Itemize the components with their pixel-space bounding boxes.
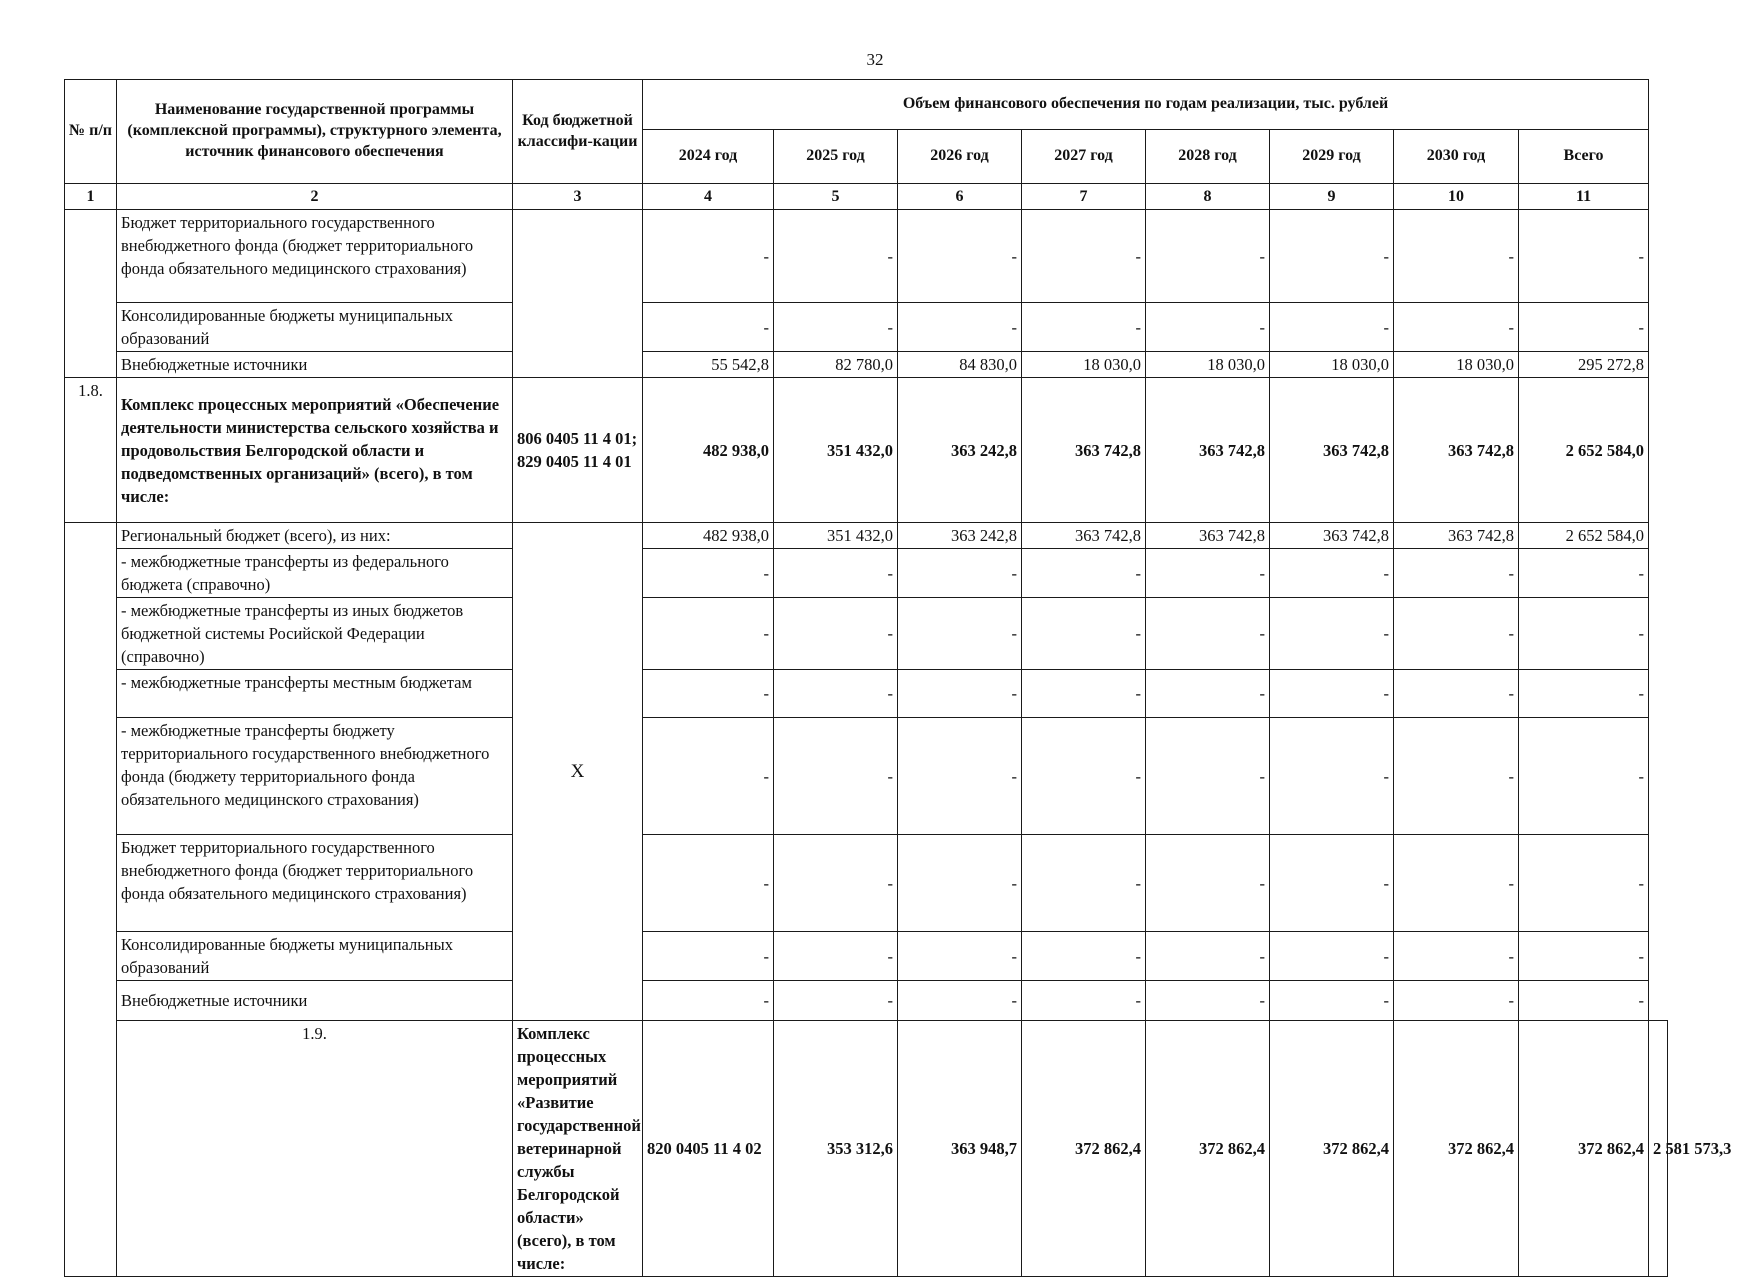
value-cell: - xyxy=(1519,598,1649,670)
value-cell: - xyxy=(1146,718,1270,835)
table-row xyxy=(65,718,1668,835)
value-cell: - xyxy=(898,303,1022,352)
value-cell: - xyxy=(1146,835,1270,932)
value-cell: 363 242,8 xyxy=(898,523,1022,549)
value-cell: - xyxy=(898,549,1022,598)
value-cell: - xyxy=(1270,549,1394,598)
table-row xyxy=(65,378,1668,523)
value-cell: - xyxy=(1146,210,1270,303)
header-year: 2028 год xyxy=(1146,130,1270,184)
value-cell: - xyxy=(1022,210,1146,303)
header-code: Код бюджетной классифи-кации xyxy=(513,80,643,184)
value-cell: - xyxy=(1270,598,1394,670)
value-cell: 372 862,4 xyxy=(1270,1021,1394,1277)
value-cell: 84 830,0 xyxy=(898,352,1022,378)
value-cell: - xyxy=(1022,718,1146,835)
header-volume: Объем финансового обеспечения по годам реализации, тыс. рублей xyxy=(643,80,1649,130)
header-name: Наименование государственной программы (комплексной программы), структурного элемента, источник финансового обеспечения xyxy=(117,80,513,184)
value-cell: 363 742,8 xyxy=(1022,378,1146,523)
value-cell: - xyxy=(1394,981,1519,1021)
financing-table xyxy=(64,79,1732,1277)
value-cell: 363 742,8 xyxy=(1022,523,1146,549)
value-cell: - xyxy=(1022,598,1146,670)
value-cell: 351 432,0 xyxy=(774,378,898,523)
value-cell: - xyxy=(774,718,898,835)
source-name: Бюджет территориального государственного внебюджетного фонда (бюджет территориального фонда обязательного медицинского страхования) xyxy=(117,210,513,303)
value-cell: - xyxy=(1146,670,1270,718)
source-name: - межбюджетные трансферты из федерального бюджета (справочно) xyxy=(117,549,513,598)
value-cell: - xyxy=(1022,303,1146,352)
value-cell: - xyxy=(1394,835,1519,932)
value-cell: 18 030,0 xyxy=(1022,352,1146,378)
value-cell: - xyxy=(1394,303,1519,352)
table-row xyxy=(65,352,1668,378)
value-cell: - xyxy=(643,303,774,352)
value-cell: - xyxy=(1519,670,1649,718)
value-cell: - xyxy=(643,718,774,835)
value-cell: 351 432,0 xyxy=(774,523,898,549)
value-cell: - xyxy=(774,303,898,352)
table-row xyxy=(65,981,1668,1021)
value-cell: 2 652 584,0 xyxy=(1519,378,1649,523)
value-cell: 363 742,8 xyxy=(1270,523,1394,549)
value-cell: - xyxy=(1270,303,1394,352)
value-cell: - xyxy=(898,835,1022,932)
header-year: 2024 год xyxy=(643,130,774,184)
header-year: 2025 год xyxy=(774,130,898,184)
column-number: 7 xyxy=(1022,184,1146,210)
table-row xyxy=(65,598,1668,670)
table-row xyxy=(65,835,1668,932)
header-no: № п/п xyxy=(65,80,117,184)
column-number: 5 xyxy=(774,184,898,210)
value-cell: - xyxy=(1146,598,1270,670)
program-name: Комплекс процессных мероприятий «Развитие государственной ветеринарной службы Белгородской области» (всего), в том числе: xyxy=(513,1021,643,1277)
source-name: - межбюджетные трансферты местным бюджетам xyxy=(117,670,513,718)
value-cell: - xyxy=(1146,981,1270,1021)
value-cell: - xyxy=(1022,932,1146,981)
source-name: Консолидированные бюджеты муниципальных образований xyxy=(117,932,513,981)
value-cell: 372 862,4 xyxy=(1519,1021,1649,1277)
value-cell: - xyxy=(1270,981,1394,1021)
value-cell: - xyxy=(643,598,774,670)
value-cell: - xyxy=(1394,598,1519,670)
column-number: 1 xyxy=(65,184,117,210)
value-cell: - xyxy=(898,670,1022,718)
row-index: 1.8. xyxy=(65,378,117,523)
value-cell: - xyxy=(1270,718,1394,835)
source-name: Региональный бюджет (всего), из них: xyxy=(117,523,513,549)
value-cell: 372 862,4 xyxy=(1022,1021,1146,1277)
value-cell: - xyxy=(774,981,898,1021)
column-number: 2 xyxy=(117,184,513,210)
value-cell: - xyxy=(1022,835,1146,932)
value-cell: - xyxy=(643,981,774,1021)
column-number: 9 xyxy=(1270,184,1394,210)
value-cell: - xyxy=(1519,718,1649,835)
value-cell: - xyxy=(1519,210,1649,303)
header-year: 2027 год xyxy=(1022,130,1146,184)
value-cell: - xyxy=(1270,932,1394,981)
value-cell: - xyxy=(1146,932,1270,981)
table-row xyxy=(65,549,1668,598)
value-cell: 55 542,8 xyxy=(643,352,774,378)
value-cell: - xyxy=(643,835,774,932)
value-cell: - xyxy=(774,549,898,598)
source-name: Внебюджетные источники xyxy=(117,981,513,1021)
value-cell: - xyxy=(643,670,774,718)
value-cell: - xyxy=(643,932,774,981)
value-cell: 363 742,8 xyxy=(1270,378,1394,523)
value-cell: - xyxy=(1394,932,1519,981)
value-cell: 372 862,4 xyxy=(1146,1021,1270,1277)
header-year: 2026 год xyxy=(898,130,1022,184)
table-row xyxy=(65,1021,1668,1277)
value-cell: - xyxy=(774,210,898,303)
value-cell: 482 938,0 xyxy=(643,523,774,549)
source-name: Внебюджетные источники xyxy=(117,352,513,378)
value-cell: 18 030,0 xyxy=(1394,352,1519,378)
value-cell: - xyxy=(774,835,898,932)
value-cell: - xyxy=(1394,549,1519,598)
value-cell: - xyxy=(898,718,1022,835)
value-cell: 82 780,0 xyxy=(774,352,898,378)
table-row xyxy=(65,670,1668,718)
budget-code: 820 0405 11 4 02 xyxy=(643,1021,774,1277)
column-number: 6 xyxy=(898,184,1022,210)
value-cell: 18 030,0 xyxy=(1270,352,1394,378)
value-cell: - xyxy=(1519,549,1649,598)
value-cell: - xyxy=(1519,835,1649,932)
value-cell: 482 938,0 xyxy=(643,378,774,523)
header-total: Всего xyxy=(1519,130,1649,184)
value-cell: - xyxy=(1394,718,1519,835)
value-cell: 363 742,8 xyxy=(1146,523,1270,549)
budget-code: X xyxy=(513,523,643,1021)
table-row xyxy=(65,303,1668,352)
table-row xyxy=(65,210,1668,303)
column-number: 4 xyxy=(643,184,774,210)
column-number: 8 xyxy=(1146,184,1270,210)
table-row xyxy=(65,523,1668,549)
source-name: Консолидированные бюджеты муниципальных образований xyxy=(117,303,513,352)
value-cell: 2 581 573,3 xyxy=(1649,1021,1668,1277)
value-cell: - xyxy=(643,549,774,598)
value-cell: - xyxy=(1519,932,1649,981)
page-number: 32 xyxy=(866,50,884,69)
value-cell: - xyxy=(898,598,1022,670)
value-cell: - xyxy=(1022,549,1146,598)
table-row xyxy=(65,932,1668,981)
value-cell: - xyxy=(1270,210,1394,303)
budget-code: 806 0405 11 4 01; 829 0405 11 4 01 xyxy=(513,378,643,523)
value-cell: 363 742,8 xyxy=(1394,378,1519,523)
value-cell: 353 312,6 xyxy=(774,1021,898,1277)
value-cell: - xyxy=(898,981,1022,1021)
value-cell: 2 652 584,0 xyxy=(1519,523,1649,549)
column-number: 10 xyxy=(1394,184,1519,210)
value-cell: 363 242,8 xyxy=(898,378,1022,523)
value-cell: - xyxy=(1519,981,1649,1021)
value-cell: - xyxy=(774,670,898,718)
value-cell: 372 862,4 xyxy=(1394,1021,1519,1277)
value-cell: 363 948,7 xyxy=(898,1021,1022,1277)
value-cell: - xyxy=(774,932,898,981)
value-cell: - xyxy=(1394,670,1519,718)
value-cell: 363 742,8 xyxy=(1394,523,1519,549)
value-cell: - xyxy=(774,598,898,670)
source-name: - межбюджетные трансферты из иных бюджетов бюджетной системы Росийской Федерации (справочно) xyxy=(117,598,513,670)
column-number: 3 xyxy=(513,184,643,210)
header-year: 2030 год xyxy=(1394,130,1519,184)
row-index: 1.9. xyxy=(117,1021,513,1277)
value-cell: - xyxy=(1394,210,1519,303)
value-cell: - xyxy=(1022,981,1146,1021)
header-year: 2029 год xyxy=(1270,130,1394,184)
value-cell: 295 272,8 xyxy=(1519,352,1649,378)
program-name: Комплекс процессных мероприятий «Обеспечение деятельности министерства сельского хозяйства и продовольствия Белгородской области и подведомственных организаций» (всего), в том числе: xyxy=(117,378,513,523)
source-name: - межбюджетные трансферты бюджету территориального государственного внебюджетного фонда (бюджету территориального фонда обязательного медицинского страхования) xyxy=(117,718,513,835)
value-cell: - xyxy=(898,210,1022,303)
value-cell: - xyxy=(1519,303,1649,352)
value-cell: - xyxy=(1146,303,1270,352)
column-number: 11 xyxy=(1519,184,1649,210)
source-name: Бюджет территориального государственного внебюджетного фонда (бюджет территориального фонда обязательного медицинского страхования) xyxy=(117,835,513,932)
value-cell: - xyxy=(898,932,1022,981)
value-cell: 18 030,0 xyxy=(1146,352,1270,378)
value-cell: - xyxy=(643,210,774,303)
value-cell: - xyxy=(1270,835,1394,932)
value-cell: - xyxy=(1146,549,1270,598)
value-cell: 363 742,8 xyxy=(1146,378,1270,523)
value-cell: - xyxy=(1022,670,1146,718)
value-cell: - xyxy=(1270,670,1394,718)
